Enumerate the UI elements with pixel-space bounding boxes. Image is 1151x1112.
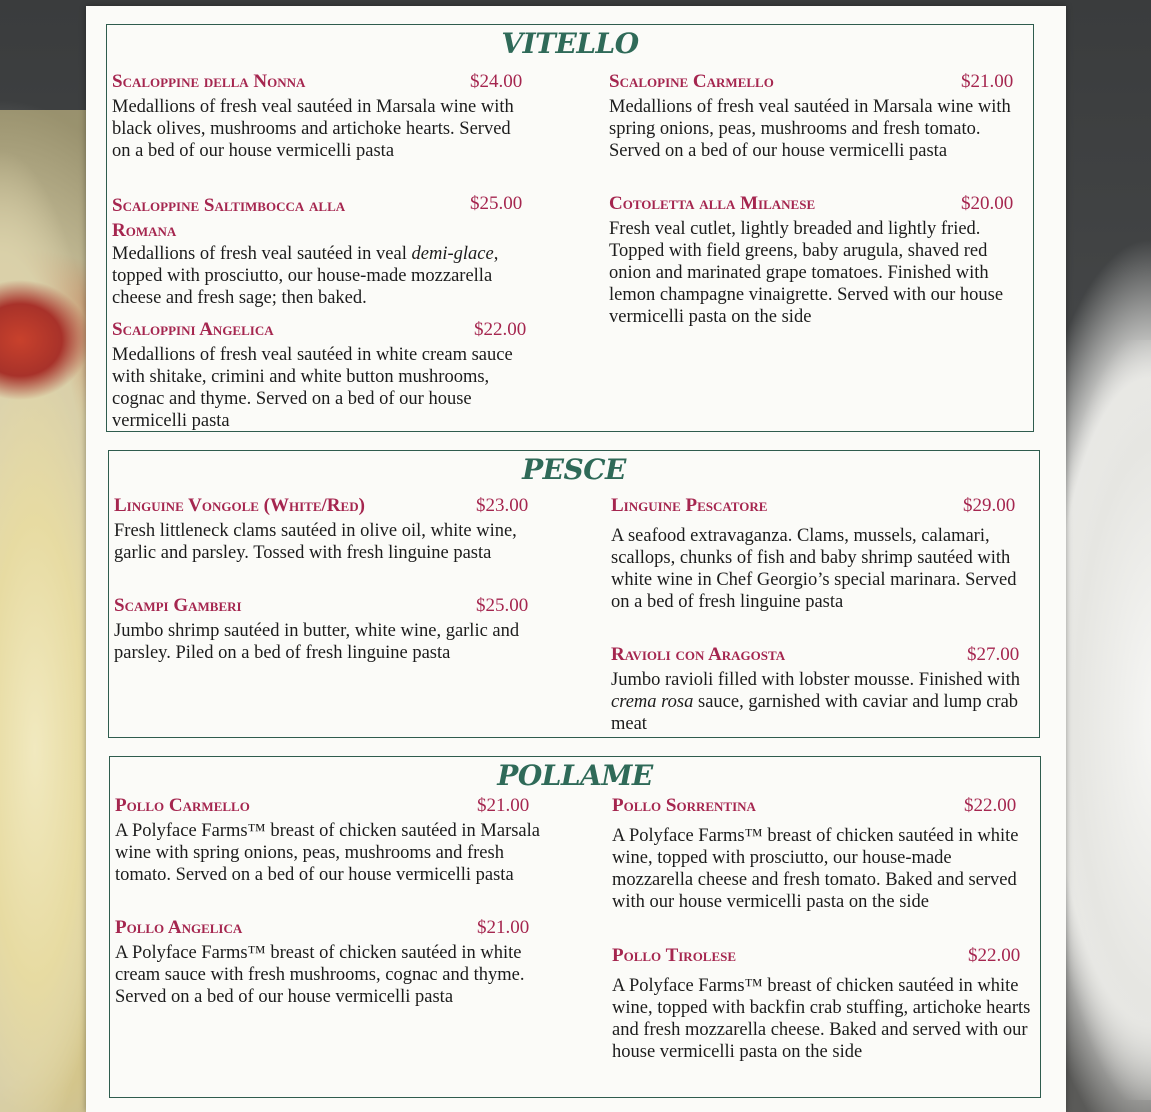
- item-description: A Polyface Farms™ breast of chicken sautéed in white wine, topped with backfin crab stuffing, artichoke hearts and fresh mozzarella cheese. Baked and served with our house vermicelli pasta on the side: [612, 976, 1031, 1062]
- item-price: $21.00: [477, 917, 530, 938]
- item-price: $24.00: [470, 71, 523, 92]
- item-price: $22.00: [968, 945, 1021, 966]
- section-pollame: [109, 756, 1041, 1098]
- item-price: $22.00: [964, 795, 1017, 816]
- menu-item-pollo-sorrentina: [612, 795, 1036, 913]
- item-name: Scampi Gamberi: [114, 595, 242, 616]
- menu-item-pollo-tirolese: [612, 945, 1036, 1063]
- food-photo-background: [0, 110, 90, 1112]
- item-description: Fresh littleneck clams sautéed in olive oil, white wine, garlic and parsley. Tossed with fresh linguine pasta: [114, 521, 517, 563]
- item-price: $22.00: [474, 319, 527, 340]
- item-price: $25.00: [476, 595, 529, 616]
- item-price: $20.00: [961, 193, 1014, 214]
- item-description: Jumbo shrimp sautéed in butter, white wine, garlic and parsley. Piled on a bed of fresh linguine pasta: [114, 621, 520, 663]
- item-price: $21.00: [477, 795, 530, 816]
- menu-item-cotoletta-alla-milanese: [609, 193, 1031, 328]
- item-price: $29.00: [963, 495, 1016, 516]
- menu-item-scaloppine-della-nonna: [112, 71, 532, 162]
- menu-item-ravioli-con-aragosta: [611, 644, 1035, 735]
- item-description: A Polyface Farms™ breast of chicken sautéed in white wine, topped with prosciutto, our house-made mozzarella cheese and fresh tomato. Baked and served with our house vermicelli pasta on the side: [612, 826, 1019, 912]
- menu-item-pollo-carmello: [115, 795, 543, 886]
- section-title-pesce: PESCE: [522, 453, 626, 486]
- item-price: $27.00: [967, 644, 1020, 665]
- item-name: Scaloppine della Nonna: [112, 71, 306, 92]
- section-title-pollame: POLLAME: [497, 759, 653, 792]
- menu-page: [86, 6, 1066, 1112]
- item-description: Medallions of fresh veal sautéed in veal demi-glace, topped with prosciutto, our house-made mozzarella cheese and fresh sage; then baked.: [112, 244, 499, 308]
- item-name: Pollo Sorrentina: [612, 795, 756, 816]
- item-price: $25.00: [470, 193, 523, 214]
- item-description: Jumbo ravioli filled with lobster mousse. Finished with crema rosa sauce, garnished with caviar and lump crab meat: [611, 670, 1021, 734]
- item-price: $23.00: [476, 495, 529, 516]
- item-name: Scalopine Carmello: [609, 71, 774, 92]
- item-price: $21.00: [961, 71, 1014, 92]
- menu-item-scampi-gamberi: [114, 595, 542, 664]
- section-vitello: [106, 24, 1034, 432]
- item-description: Medallions of fresh veal sautéed in white cream sauce with shitake, crimini and white button mushrooms, cognac and thyme. Served on a bed of our house vermicelli pasta: [112, 345, 513, 431]
- menu-item-linguine-pescatore: [611, 495, 1035, 613]
- menu-item-linguine-vongole: [114, 495, 542, 564]
- menu-item-pollo-angelica: [115, 917, 543, 1008]
- item-description: Medallions of fresh veal sautéed in Marsala wine with black olives, mushrooms and artichoke hearts. Served on a bed of our house vermicelli pasta: [112, 97, 514, 161]
- item-name: Pollo Carmello: [115, 795, 250, 816]
- menu-item-scaloppini-angelica: [112, 319, 540, 432]
- menu-item-scaloppine-saltimbocca: [112, 193, 532, 309]
- menu-item-scalopine-carmello: [609, 71, 1031, 162]
- section-title-vitello: VITELLO: [501, 27, 639, 60]
- item-name: Linguine Pescatore: [611, 495, 768, 516]
- item-name: Pollo Angelica: [115, 917, 243, 938]
- item-name: Linguine Vongole (White/Red): [114, 495, 365, 516]
- item-description: A seafood extravaganza. Clams, mussels, calamari, scallops, chunks of fish and baby shrimp sautéed with white wine in Chef Georgio’s special marinara. Served on a bed of fresh linguine pasta: [611, 526, 1017, 612]
- item-description: Medallions of fresh veal sautéed in Marsala wine with spring onions, peas, mushrooms and fresh tomato. Served on a bed of our house vermicelli pasta: [609, 97, 1011, 161]
- item-description: A Polyface Farms™ breast of chicken sautéed in white cream sauce with fresh mushrooms, cognac and thyme. Served on a bed of our house vermicelli pasta: [115, 943, 525, 1007]
- item-name: Ravioli con Aragosta: [611, 644, 786, 665]
- item-description: A Polyface Farms™ breast of chicken sautéed in Marsala wine with spring onions, peas, mushrooms and fresh tomato. Served on a bed of our house vermicelli pasta: [115, 821, 540, 885]
- item-name: Scaloppine Saltimbocca alla Romana: [112, 195, 346, 241]
- section-pesce: [108, 450, 1040, 738]
- item-name: Pollo Tirolese: [612, 945, 737, 966]
- item-description: Fresh veal cutlet, lightly breaded and lightly fried. Topped with field greens, baby arugula, shaved red onion and marinated grape tomatoes. Finished with lemon champagne vinaigrette. Served with our house vermicelli pasta on the side: [609, 219, 1004, 327]
- item-name: Cotoletta alla Milanese: [609, 193, 816, 214]
- item-name: Scaloppini Angelica: [112, 319, 274, 340]
